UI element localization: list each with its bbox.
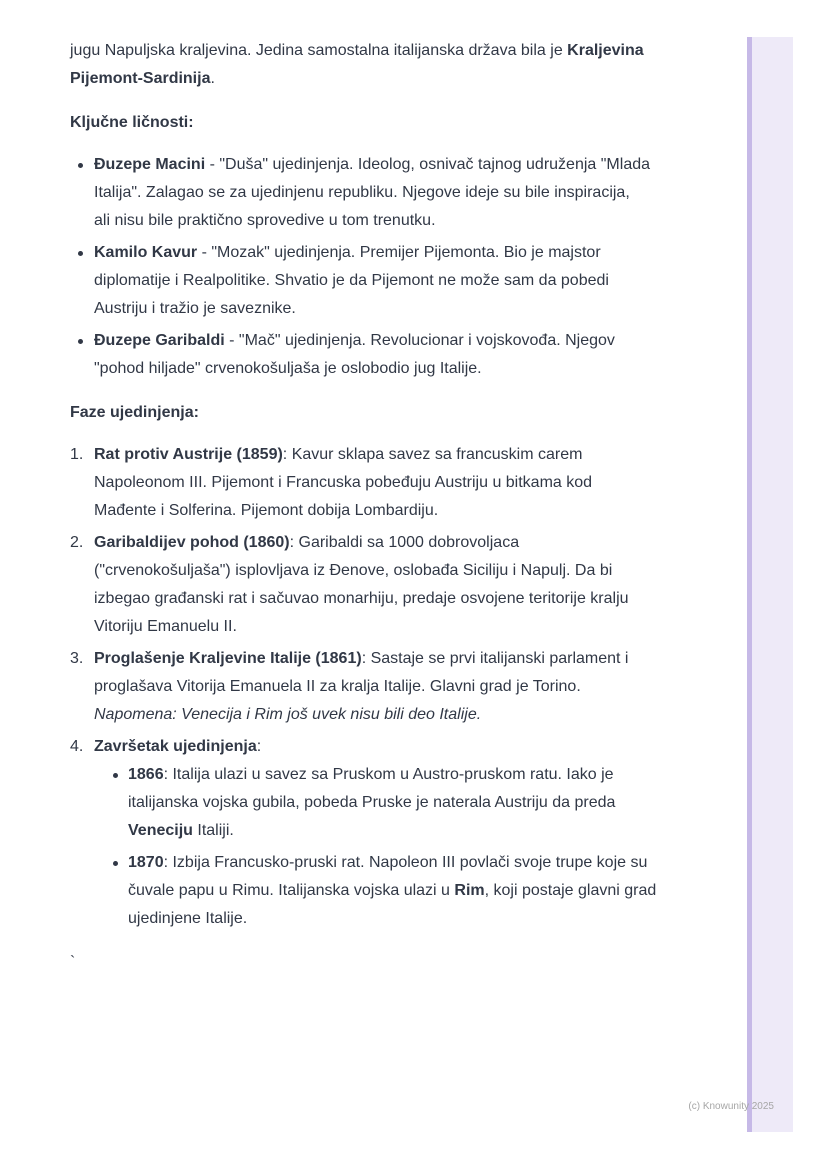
text-line bbox=[94, 441, 718, 469]
list-item bbox=[70, 239, 718, 323]
text-segment: diplomatije i Realpolitike. Shvatio je da Pijemont ne može sam da pobedi bbox=[94, 272, 609, 289]
nested-bullet-list bbox=[94, 761, 718, 933]
text-segment: Mađente i Solferina. Pijemont dobija Lombardiju. bbox=[94, 502, 439, 519]
list-item bbox=[94, 849, 718, 933]
bullet-icon bbox=[78, 251, 83, 256]
text-line bbox=[128, 789, 718, 817]
text-segment: : Sastaje se prvi italijanski parlament i bbox=[361, 650, 629, 667]
text-line bbox=[70, 65, 718, 93]
text-line bbox=[94, 179, 718, 207]
text-line bbox=[70, 37, 718, 65]
bold-text: Đuzepe Garibaldi bbox=[94, 332, 225, 349]
bold-text: Ključne ličnosti: bbox=[70, 114, 194, 131]
text-line bbox=[94, 529, 718, 557]
bold-text: Pijemont-Sardinija bbox=[70, 70, 211, 87]
text-line bbox=[94, 701, 718, 729]
text-line bbox=[94, 613, 718, 641]
text-line bbox=[128, 761, 718, 789]
text-line bbox=[94, 267, 718, 295]
document-content bbox=[70, 37, 718, 993]
text-line bbox=[128, 877, 718, 905]
text-segment: - "Mozak" ujedinjenja. Premijer Pijemonta. Bio je majstor bbox=[197, 244, 601, 261]
text-line bbox=[70, 949, 718, 977]
bold-text: Rim bbox=[454, 882, 485, 899]
text-segment: "pohod hiljade" crvenokošuljaša je oslobodio jug Italije. bbox=[94, 360, 482, 377]
list-item bbox=[70, 327, 718, 383]
list-item bbox=[70, 645, 718, 729]
text-line bbox=[94, 151, 718, 179]
text-segment: Napoleonom III. Pijemont i Francuska pobeđuju Austriju u bitkama kod bbox=[94, 474, 593, 491]
bold-text: Đuzepe Macini bbox=[94, 156, 206, 173]
list-item bbox=[70, 733, 718, 933]
text-line bbox=[94, 645, 718, 673]
text-segment: . bbox=[210, 70, 215, 87]
text-line bbox=[128, 905, 718, 933]
text-line bbox=[128, 849, 718, 877]
list-number: 3. bbox=[70, 650, 84, 667]
text-line bbox=[94, 239, 718, 267]
text-line bbox=[94, 585, 718, 613]
key-figures-list bbox=[70, 151, 718, 383]
bold-text: Rat protiv Austrije (1859) bbox=[94, 446, 283, 463]
text-segment: proglašava Vitorija Emanuela II za kralja Italije. Glavni grad je Torino. bbox=[94, 678, 581, 695]
list-item bbox=[70, 529, 718, 641]
list-number: 1. bbox=[70, 446, 84, 463]
text-segment: ujedinjene Italije. bbox=[128, 910, 248, 927]
text-line bbox=[128, 817, 718, 845]
text-segment: ali nisu bile praktično sprovedive u tom trenutku. bbox=[94, 212, 436, 229]
heading-key-figures bbox=[70, 109, 718, 137]
bullet-icon bbox=[78, 339, 83, 344]
list-number: 2. bbox=[70, 534, 84, 551]
text-segment: ` bbox=[70, 954, 76, 971]
bullet-icon bbox=[113, 773, 118, 778]
list-number: 4. bbox=[70, 738, 84, 755]
text-segment: : Izbija Francusko-pruski rat. Napoleon III povlači svoje trupe koje su bbox=[163, 854, 648, 871]
text-line bbox=[94, 673, 718, 701]
note-text: Napomena: Venecija i Rim još uvek nisu bili deo Italije. bbox=[94, 706, 482, 723]
stray-backtick bbox=[70, 949, 718, 977]
text-segment: čuvale papu u Rimu. Italijanska vojska ulazi u bbox=[128, 882, 455, 899]
text-segment: : bbox=[256, 738, 262, 755]
bullet-icon bbox=[113, 861, 118, 866]
text-line bbox=[94, 497, 718, 525]
bold-text: Garibaldijev pohod (1860) bbox=[94, 534, 290, 551]
bold-text: Proglašenje Kraljevine Italije (1861) bbox=[94, 650, 362, 667]
text-line bbox=[94, 469, 718, 497]
text-line bbox=[94, 733, 718, 761]
bullet-icon bbox=[78, 163, 83, 168]
bold-text: Veneciju bbox=[128, 822, 193, 839]
list-item bbox=[70, 441, 718, 525]
text-segment: - "Mač" ujedinjenja. Revolucionar i vojskovođa. Njegov bbox=[224, 332, 615, 349]
copyright-notice: (c) Knowunity 2025 bbox=[688, 1101, 774, 1112]
text-line bbox=[94, 355, 718, 383]
bold-text: Faze ujedinjenja: bbox=[70, 404, 199, 421]
list-item bbox=[70, 151, 718, 235]
phases-list bbox=[70, 441, 718, 933]
text-line bbox=[70, 399, 718, 427]
text-segment: , koji postaje glavni grad bbox=[484, 882, 657, 899]
text-line bbox=[70, 109, 718, 137]
text-line bbox=[94, 557, 718, 585]
bold-text: Kraljevina bbox=[567, 42, 644, 59]
text-line bbox=[94, 295, 718, 323]
bold-text: Kamilo Kavur bbox=[94, 244, 198, 261]
text-segment: : Kavur sklapa savez sa francuskim carem bbox=[282, 446, 583, 463]
text-segment: : Garibaldi sa 1000 dobrovoljaca bbox=[289, 534, 520, 551]
bold-text: 1866 bbox=[128, 766, 164, 783]
text-segment: ("crvenokošuljaša") isplovljava iz Đenove, oslobađa Siciliju i Napulj. Da bi bbox=[94, 562, 613, 579]
page-edge-strip bbox=[747, 37, 793, 1132]
intro-paragraph bbox=[70, 37, 718, 93]
bold-text: Završetak ujedinjenja bbox=[94, 738, 257, 755]
text-segment: jugu Napuljska kraljevina. Jedina samostalna italijanska država bila je bbox=[70, 42, 568, 59]
text-segment: izbegao građanski rat i sačuvao monarhiju, predaje osvojene teritorije kralju bbox=[94, 590, 629, 607]
text-line bbox=[94, 327, 718, 355]
text-segment: : Italija ulazi u savez sa Pruskom u Austro-pruskom ratu. Iako je bbox=[163, 766, 614, 783]
text-segment: italijanska vojska gubila, pobeda Pruske je naterala Austriju da preda bbox=[128, 794, 616, 811]
text-segment: - "Duša" ujedinjenja. Ideolog, osnivač tajnog udruženja "Mlada bbox=[205, 156, 651, 173]
list-item bbox=[94, 761, 718, 845]
text-segment: Austriju i tražio je saveznike. bbox=[94, 300, 296, 317]
text-segment: Italija". Zalagao se za ujedinjenu republiku. Njegove ideje su bile inspiracija, bbox=[94, 184, 630, 201]
bold-text: 1870 bbox=[128, 854, 164, 871]
text-segment: Vitoriju Emanuelu II. bbox=[94, 618, 237, 635]
text-line bbox=[94, 207, 718, 235]
heading-phases bbox=[70, 399, 718, 427]
text-segment: Italiji. bbox=[192, 822, 234, 839]
